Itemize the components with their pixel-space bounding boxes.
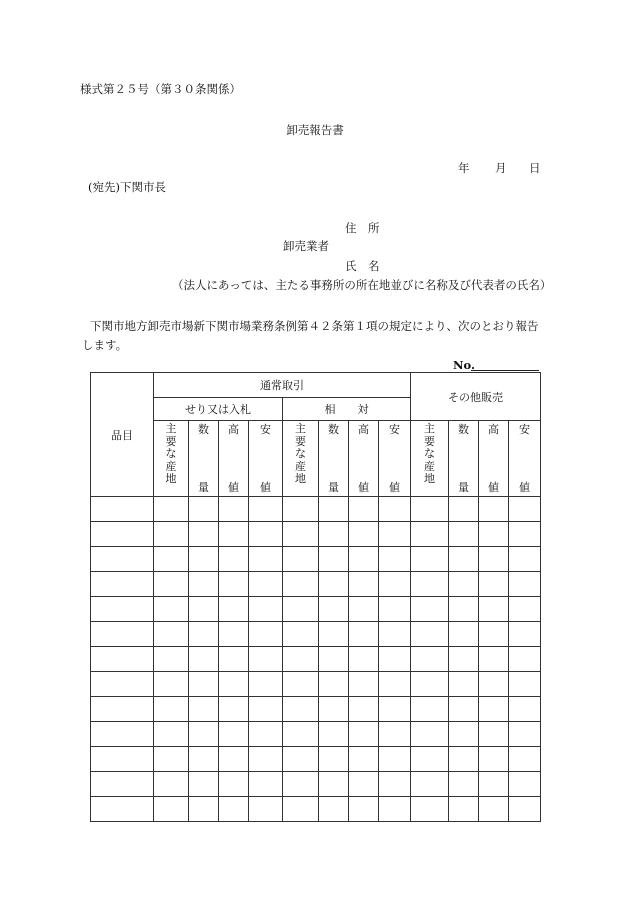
value-cell[interactable]	[449, 622, 479, 647]
other-low-label	[509, 423, 540, 494]
value-cell[interactable]	[449, 672, 479, 697]
value-cell[interactable]	[219, 672, 249, 697]
other-quantity-header	[449, 421, 479, 497]
table-row	[91, 772, 541, 797]
value-cell[interactable]	[319, 497, 349, 522]
value-cell[interactable]	[189, 647, 219, 672]
negotiated-header	[283, 398, 411, 421]
value-cell[interactable]	[283, 797, 319, 822]
negotiated-origin-label	[283, 423, 318, 494]
normal-trade-header	[154, 373, 411, 398]
other-origin-label	[411, 423, 448, 494]
value-cell[interactable]	[509, 647, 541, 672]
other-low-char: 安	[519, 423, 530, 436]
other-origin-char: 地	[424, 472, 435, 485]
value-cell[interactable]	[189, 497, 219, 522]
value-cell[interactable]	[283, 547, 319, 572]
item-cell[interactable]	[91, 547, 154, 572]
value-cell[interactable]	[189, 697, 219, 722]
negotiated-low-label	[379, 423, 410, 494]
value-cell[interactable]	[479, 522, 509, 547]
value-cell[interactable]	[411, 722, 449, 747]
other-origin-char: 産	[424, 459, 435, 473]
value-cell[interactable]	[509, 497, 541, 522]
other-quantity-char: 数	[458, 423, 469, 436]
value-cell[interactable]	[249, 597, 283, 622]
other-low-char: 値	[519, 481, 530, 494]
item-cell[interactable]	[91, 722, 154, 747]
value-cell[interactable]	[349, 547, 379, 572]
value-cell[interactable]	[479, 797, 509, 822]
table-row	[91, 747, 541, 772]
value-cell[interactable]	[379, 647, 411, 672]
wholesaler-label: 卸売業者	[283, 239, 329, 253]
value-cell[interactable]	[449, 572, 479, 597]
value-cell[interactable]	[319, 622, 349, 647]
table-row	[91, 697, 541, 722]
value-cell[interactable]	[154, 622, 189, 647]
negotiated-quantity-header	[319, 421, 349, 497]
value-cell[interactable]	[283, 622, 319, 647]
value-cell[interactable]	[349, 647, 379, 672]
negotiated-low-header	[379, 421, 411, 497]
value-cell[interactable]	[189, 622, 219, 647]
value-cell[interactable]	[479, 597, 509, 622]
auction-low-char: 値	[260, 481, 271, 494]
value-cell[interactable]	[319, 647, 349, 672]
value-cell[interactable]	[509, 622, 541, 647]
value-cell[interactable]	[411, 697, 449, 722]
value-cell[interactable]	[349, 772, 379, 797]
value-cell[interactable]	[349, 797, 379, 822]
value-cell[interactable]	[509, 747, 541, 772]
table-row	[91, 647, 541, 672]
value-cell[interactable]	[154, 697, 189, 722]
value-cell[interactable]	[189, 547, 219, 572]
value-cell[interactable]	[219, 697, 249, 722]
value-cell[interactable]	[219, 597, 249, 622]
auction-low-label	[249, 423, 282, 494]
value-cell[interactable]	[219, 572, 249, 597]
auction-quantity-header	[189, 421, 219, 497]
value-cell[interactable]	[189, 672, 219, 697]
value-cell[interactable]	[283, 572, 319, 597]
value-cell[interactable]	[319, 597, 349, 622]
value-cell[interactable]	[189, 597, 219, 622]
auction-origin-char: 地	[165, 472, 177, 485]
value-cell[interactable]	[154, 597, 189, 622]
value-cell[interactable]	[509, 772, 541, 797]
item-cell[interactable]	[91, 572, 154, 597]
value-cell[interactable]	[411, 572, 449, 597]
value-cell[interactable]	[154, 547, 189, 572]
auction-origin-char: 産	[165, 459, 177, 473]
auction-quantity-label	[189, 423, 218, 494]
negotiated-label: 相 対	[324, 403, 369, 416]
value-cell[interactable]	[449, 647, 479, 672]
auction-origin-label	[154, 423, 188, 494]
value-cell[interactable]	[249, 722, 283, 747]
auction-origin-char: な	[165, 447, 177, 460]
value-cell[interactable]	[154, 572, 189, 597]
value-cell[interactable]	[411, 647, 449, 672]
value-cell[interactable]	[379, 597, 411, 622]
value-cell[interactable]	[249, 647, 283, 672]
value-cell[interactable]	[189, 522, 219, 547]
auction-quantity-char: 量	[198, 481, 209, 494]
negotiated-low-char: 値	[389, 481, 400, 494]
value-cell[interactable]	[449, 697, 479, 722]
value-cell[interactable]	[319, 697, 349, 722]
value-cell[interactable]	[349, 697, 379, 722]
item-cell[interactable]	[91, 747, 154, 772]
value-cell[interactable]	[154, 797, 189, 822]
value-cell[interactable]	[509, 672, 541, 697]
value-cell[interactable]	[154, 647, 189, 672]
value-cell[interactable]	[189, 797, 219, 822]
value-cell[interactable]	[349, 622, 379, 647]
table-row	[91, 572, 541, 597]
value-cell[interactable]	[449, 747, 479, 772]
value-cell[interactable]	[379, 572, 411, 597]
value-cell[interactable]	[249, 497, 283, 522]
other-origin-header	[411, 421, 449, 497]
table-row	[91, 547, 541, 572]
value-cell[interactable]	[249, 572, 283, 597]
value-cell[interactable]	[479, 697, 509, 722]
value-cell[interactable]	[379, 747, 411, 772]
value-cell[interactable]	[509, 547, 541, 572]
value-cell[interactable]	[509, 572, 541, 597]
value-cell[interactable]	[249, 697, 283, 722]
value-cell[interactable]	[379, 722, 411, 747]
value-cell[interactable]	[283, 597, 319, 622]
value-cell[interactable]	[449, 547, 479, 572]
item-cell[interactable]	[91, 497, 154, 522]
table-row	[91, 672, 541, 697]
value-cell[interactable]	[411, 772, 449, 797]
value-cell[interactable]	[283, 772, 319, 797]
other-low-header	[509, 421, 541, 497]
value-cell[interactable]	[219, 772, 249, 797]
value-cell[interactable]	[189, 572, 219, 597]
value-cell[interactable]	[379, 497, 411, 522]
value-cell[interactable]	[379, 622, 411, 647]
negotiated-high-char: 高	[358, 423, 369, 436]
normal-trade-label: 通常取引	[260, 379, 304, 392]
item-header	[91, 373, 154, 497]
negotiated-origin-char: 要	[295, 434, 306, 448]
other-origin-char: な	[424, 447, 435, 460]
value-cell[interactable]	[219, 722, 249, 747]
report-statement: 下関市地方卸売市場新下関市場業務条例第４２条第１項の規定により、次のとおり報告します。	[82, 319, 539, 352]
value-cell[interactable]	[479, 672, 509, 697]
negotiated-high-char: 値	[358, 481, 369, 494]
value-cell[interactable]	[189, 772, 219, 797]
value-cell[interactable]	[479, 572, 509, 597]
auction-low-char: 安	[260, 423, 271, 436]
value-cell[interactable]	[379, 547, 411, 572]
auction-header	[154, 398, 283, 421]
item-cell[interactable]	[91, 647, 154, 672]
document-title: 卸売報告書	[286, 123, 344, 137]
value-cell[interactable]	[283, 672, 319, 697]
auction-high-label	[219, 423, 248, 494]
value-cell[interactable]	[154, 497, 189, 522]
value-cell[interactable]	[283, 497, 319, 522]
value-cell[interactable]	[319, 722, 349, 747]
value-cell[interactable]	[319, 772, 349, 797]
value-cell[interactable]	[249, 522, 283, 547]
other-high-label	[479, 423, 508, 494]
value-cell[interactable]	[449, 797, 479, 822]
value-cell[interactable]	[283, 697, 319, 722]
value-cell[interactable]	[509, 522, 541, 547]
auction-high-header	[219, 421, 249, 497]
value-cell[interactable]	[219, 497, 249, 522]
value-cell[interactable]	[411, 522, 449, 547]
value-cell[interactable]	[189, 747, 219, 772]
value-cell[interactable]	[154, 772, 189, 797]
other-quantity-label	[449, 423, 478, 494]
value-cell[interactable]	[219, 522, 249, 547]
addressee: (宛先)下関市長	[88, 180, 166, 194]
auction-origin-char: 主	[165, 422, 177, 435]
other-quantity-char: 量	[458, 481, 469, 494]
value-cell[interactable]	[249, 547, 283, 572]
value-cell[interactable]	[411, 672, 449, 697]
other-sales-header	[411, 373, 541, 421]
other-high-header	[479, 421, 509, 497]
date-day-label: 日	[529, 161, 541, 175]
item-header-label: 品目	[111, 428, 133, 442]
value-cell[interactable]	[219, 547, 249, 572]
value-cell[interactable]	[319, 572, 349, 597]
value-cell[interactable]	[449, 522, 479, 547]
value-cell[interactable]	[319, 797, 349, 822]
value-cell[interactable]	[319, 547, 349, 572]
value-cell[interactable]	[411, 797, 449, 822]
value-cell[interactable]	[479, 547, 509, 572]
value-cell[interactable]	[154, 722, 189, 747]
negotiated-origin-char: 産	[295, 459, 306, 473]
value-cell[interactable]	[379, 697, 411, 722]
value-cell[interactable]	[219, 647, 249, 672]
table-row	[91, 722, 541, 747]
auction-high-char: 値	[228, 481, 239, 494]
value-cell[interactable]	[411, 747, 449, 772]
form-number: 様式第２５号（第３０条関係）	[80, 82, 241, 96]
name-label: 氏 名	[345, 259, 380, 273]
other-high-char: 高	[488, 423, 499, 436]
other-sales-label: その他販売	[448, 390, 503, 404]
value-cell[interactable]	[449, 597, 479, 622]
date-year-label: 年	[458, 161, 470, 175]
value-cell[interactable]	[319, 522, 349, 547]
value-cell[interactable]	[349, 522, 379, 547]
value-cell[interactable]	[479, 722, 509, 747]
value-cell[interactable]	[349, 572, 379, 597]
value-cell[interactable]	[249, 622, 283, 647]
number-field-line[interactable]	[471, 370, 539, 371]
item-cell[interactable]	[91, 772, 154, 797]
negotiated-high-header	[349, 421, 379, 497]
item-cell[interactable]	[91, 622, 154, 647]
value-cell[interactable]	[449, 497, 479, 522]
auction-label: せり又は入札	[185, 403, 251, 416]
negotiated-origin-header	[283, 421, 319, 497]
value-cell[interactable]	[219, 622, 249, 647]
value-cell[interactable]	[154, 672, 189, 697]
item-cell[interactable]	[91, 672, 154, 697]
value-cell[interactable]	[449, 772, 479, 797]
value-cell[interactable]	[219, 797, 249, 822]
value-cell[interactable]	[283, 747, 319, 772]
other-origin-char: 要	[424, 434, 435, 448]
auction-high-char: 高	[228, 423, 239, 436]
value-cell[interactable]	[411, 622, 449, 647]
negotiated-origin-char: 主	[295, 422, 306, 435]
value-cell[interactable]	[349, 597, 379, 622]
value-cell[interactable]	[479, 497, 509, 522]
value-cell[interactable]	[249, 747, 283, 772]
date-month-label: 月	[495, 161, 507, 175]
value-cell[interactable]	[509, 797, 541, 822]
item-cell[interactable]	[91, 597, 154, 622]
negotiated-high-label	[349, 423, 378, 494]
value-cell[interactable]	[509, 697, 541, 722]
table-row	[91, 522, 541, 547]
auction-quantity-char: 数	[198, 423, 209, 436]
table-row	[91, 597, 541, 622]
negotiated-origin-char: 地	[295, 472, 306, 485]
auction-low-header	[249, 421, 283, 497]
value-cell[interactable]	[411, 497, 449, 522]
value-cell[interactable]	[349, 747, 379, 772]
value-cell[interactable]	[509, 597, 541, 622]
value-cell[interactable]	[154, 747, 189, 772]
table-row	[91, 797, 541, 822]
value-cell[interactable]	[379, 772, 411, 797]
value-cell[interactable]	[249, 672, 283, 697]
negotiated-quantity-char: 数	[328, 423, 339, 436]
value-cell[interactable]	[319, 672, 349, 697]
value-cell[interactable]	[349, 497, 379, 522]
value-cell[interactable]	[189, 722, 219, 747]
value-cell[interactable]	[449, 722, 479, 747]
table-row	[91, 497, 541, 522]
item-cell[interactable]	[91, 697, 154, 722]
number-label: No.	[453, 358, 475, 372]
value-cell[interactable]	[283, 647, 319, 672]
corporate-note: （法人にあっては、主たる事務所の所在地並びに名称及び代表者の氏名）	[172, 278, 552, 292]
value-cell[interactable]	[509, 722, 541, 747]
other-high-char: 値	[488, 481, 499, 494]
auction-origin-header	[154, 421, 189, 497]
negotiated-low-char: 安	[389, 423, 400, 436]
item-cell[interactable]	[91, 522, 154, 547]
value-cell[interactable]	[249, 772, 283, 797]
value-cell[interactable]	[379, 672, 411, 697]
value-cell[interactable]	[349, 672, 379, 697]
other-origin-char: 主	[424, 422, 435, 435]
value-cell[interactable]	[479, 747, 509, 772]
value-cell[interactable]	[411, 597, 449, 622]
value-cell[interactable]	[219, 747, 249, 772]
item-cell[interactable]	[91, 797, 154, 822]
value-cell[interactable]	[283, 722, 319, 747]
value-cell[interactable]	[479, 622, 509, 647]
value-cell[interactable]	[283, 522, 319, 547]
value-cell[interactable]	[349, 722, 379, 747]
auction-origin-char: 要	[165, 434, 177, 448]
value-cell[interactable]	[411, 547, 449, 572]
value-cell[interactable]	[319, 747, 349, 772]
negotiated-quantity-label	[319, 423, 348, 494]
value-cell[interactable]	[479, 647, 509, 672]
report-table	[90, 372, 541, 822]
value-cell[interactable]	[479, 772, 509, 797]
value-cell[interactable]	[379, 522, 411, 547]
table-row	[91, 622, 541, 647]
value-cell[interactable]	[154, 522, 189, 547]
value-cell[interactable]	[379, 797, 411, 822]
negotiated-quantity-char: 量	[328, 481, 339, 494]
value-cell[interactable]	[249, 797, 283, 822]
address-label: 住 所	[345, 221, 380, 235]
negotiated-origin-char: な	[295, 447, 306, 460]
